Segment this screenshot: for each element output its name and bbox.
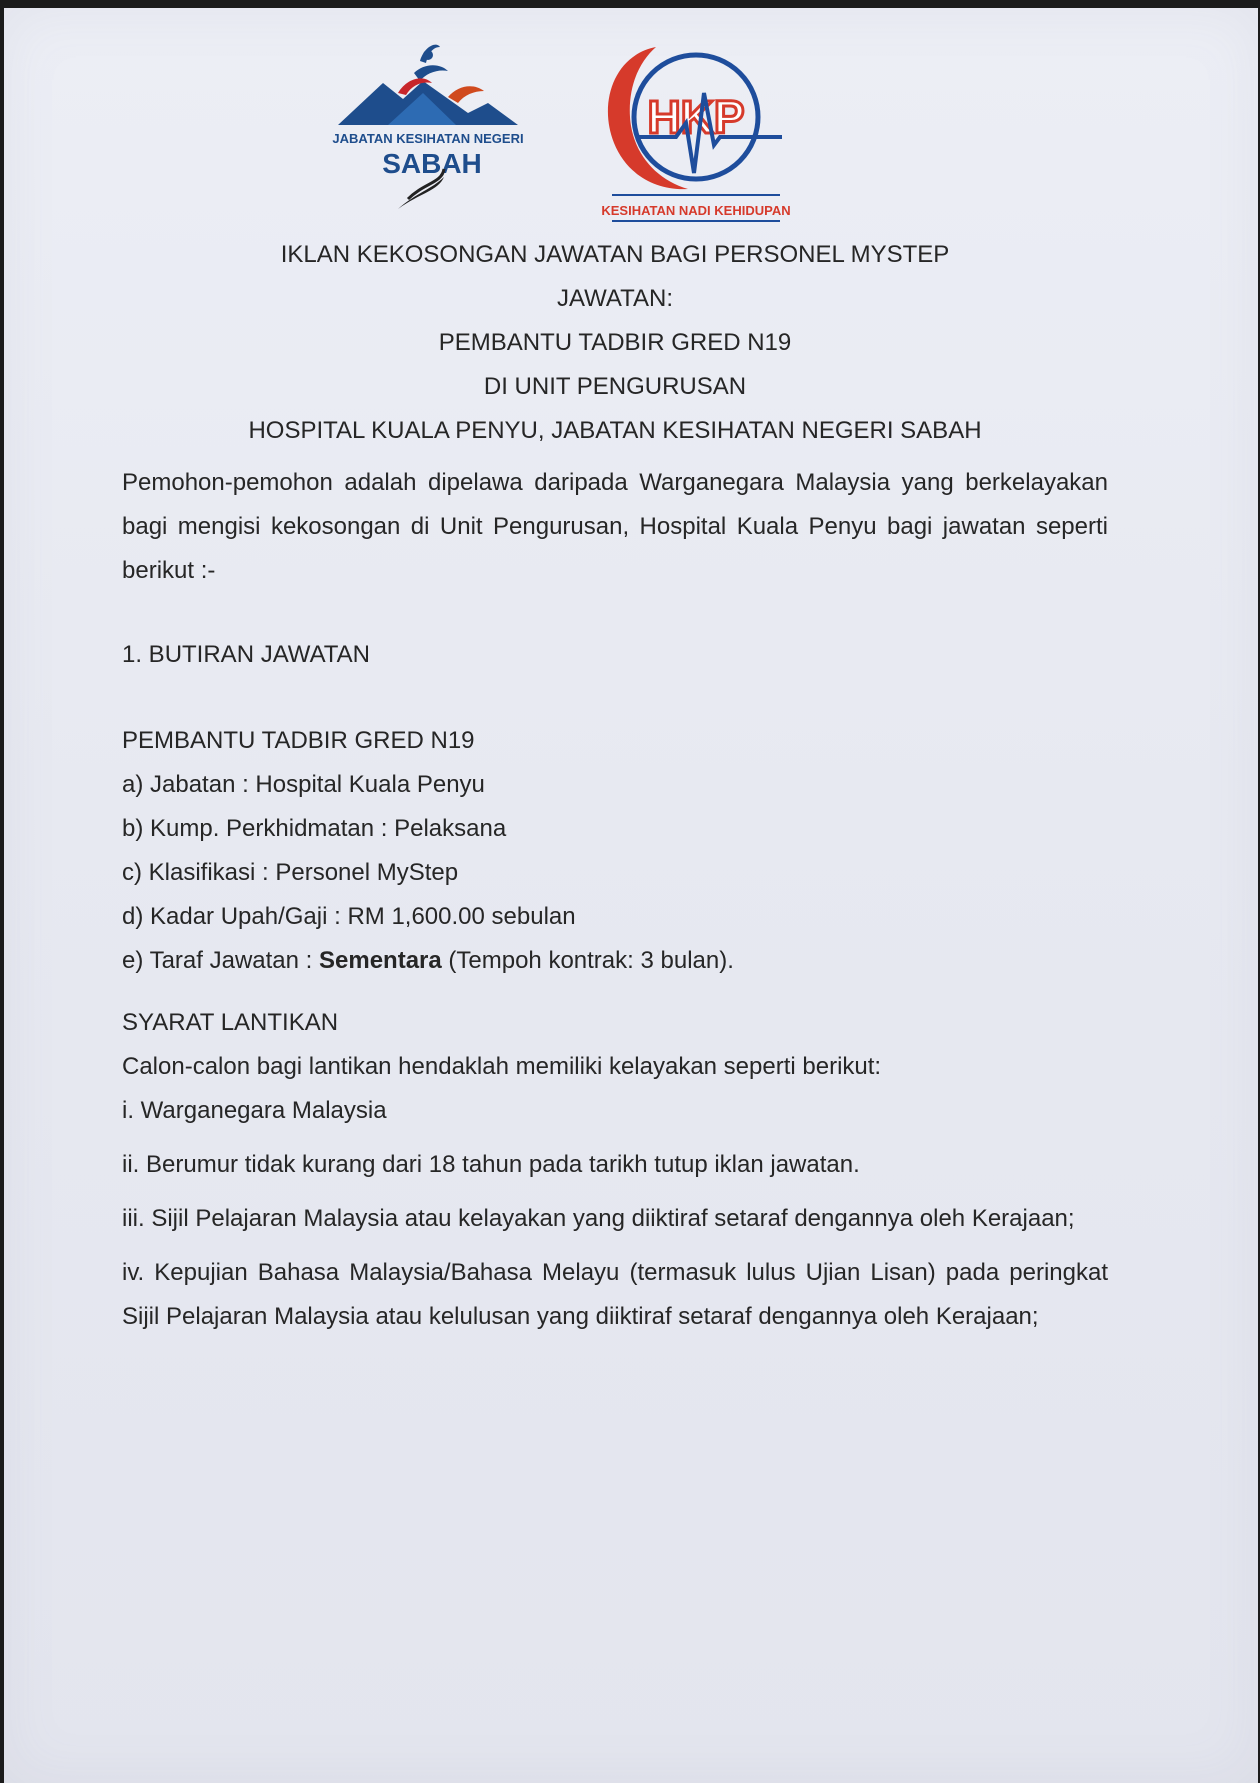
hkp-logo <box>584 33 804 223</box>
heading-title: IKLAN KEKOSONGAN JAWATAN BAGI PERSONEL MYSTEP <box>280 241 950 268</box>
sabah-logo-wordmark: SABAH <box>382 148 482 179</box>
hkp-logo-letters: HKP <box>647 91 745 143</box>
hkp-logo-tagline: KESIHATAN NADI KEHIDUPAN <box>601 203 791 218</box>
detail-item: d) Kadar Upah/Gaji : RM 1,600.00 sebulan <box>122 903 576 930</box>
syarat-item: iv. Kepujian Bahasa Malaysia/Bahasa Melayu (termasuk lulus Ujian Lisan) pada peringkat Sijil Pelajaran Malaysia atau kelulusan yang diiktiraf setaraf dengannya oleh Kerajaan; <box>122 1259 1108 1330</box>
taraf-status: Sementara <box>319 947 442 974</box>
detail-item-taraf <box>122 939 1108 983</box>
section-syarat-title: SYARAT LANTIKAN <box>122 1009 339 1036</box>
logo-area <box>4 33 1258 228</box>
intro-paragraph: Pemohon-pemohon adalah dipelawa daripada Warganegara Malaysia yang berkelayakan bagi mengisi kekosongan di Unit Pengurusan, Hospital Kuala Penyu bagi jawatan seperti berikut :- <box>122 469 1108 584</box>
document-heading <box>122 233 1108 453</box>
detail-item: b) Kump. Perkhidmatan : Pelaksana <box>122 815 507 842</box>
heading-jawatan-label: JAWATAN: <box>557 285 673 312</box>
detail-item: a) Jabatan : Hospital Kuala Penyu <box>122 771 485 798</box>
syarat-item: iii. Sijil Pelajaran Malaysia atau kelayakan yang diiktiraf setaraf dengannya oleh Kerajaan; <box>122 1205 1075 1232</box>
position-title: PEMBANTU TADBIR GRED N19 <box>122 727 475 754</box>
heading-unit: DI UNIT PENGURUSAN <box>483 373 747 400</box>
document-body <box>122 233 1108 1339</box>
taraf-suffix: (Tempoh kontrak: 3 bulan). <box>441 947 734 974</box>
jkn-sabah-logo <box>328 33 528 223</box>
taraf-prefix: e) Taraf Jawatan : <box>122 947 319 974</box>
document-page <box>4 8 1258 1783</box>
syarat-item: i. Warganegara Malaysia <box>122 1097 387 1124</box>
heading-position: PEMBANTU TADBIR GRED N19 <box>438 329 792 356</box>
syarat-item: ii. Berumur tidak kurang dari 18 tahun pada tarikh tutup iklan jawatan. <box>122 1151 860 1178</box>
heading-hospital: HOSPITAL KUALA PENYU, JABATAN KESIHATAN NEGERI SABAH <box>248 417 982 444</box>
sabah-logo-caption: JABATAN KESIHATAN NEGERI <box>332 131 524 146</box>
detail-item: c) Klasifikasi : Personel MyStep <box>122 859 459 886</box>
section-butiran-title: 1. BUTIRAN JAWATAN <box>122 641 371 668</box>
syarat-intro: Calon-calon bagi lantikan hendaklah memiliki kelayakan seperti berikut: <box>122 1053 882 1080</box>
